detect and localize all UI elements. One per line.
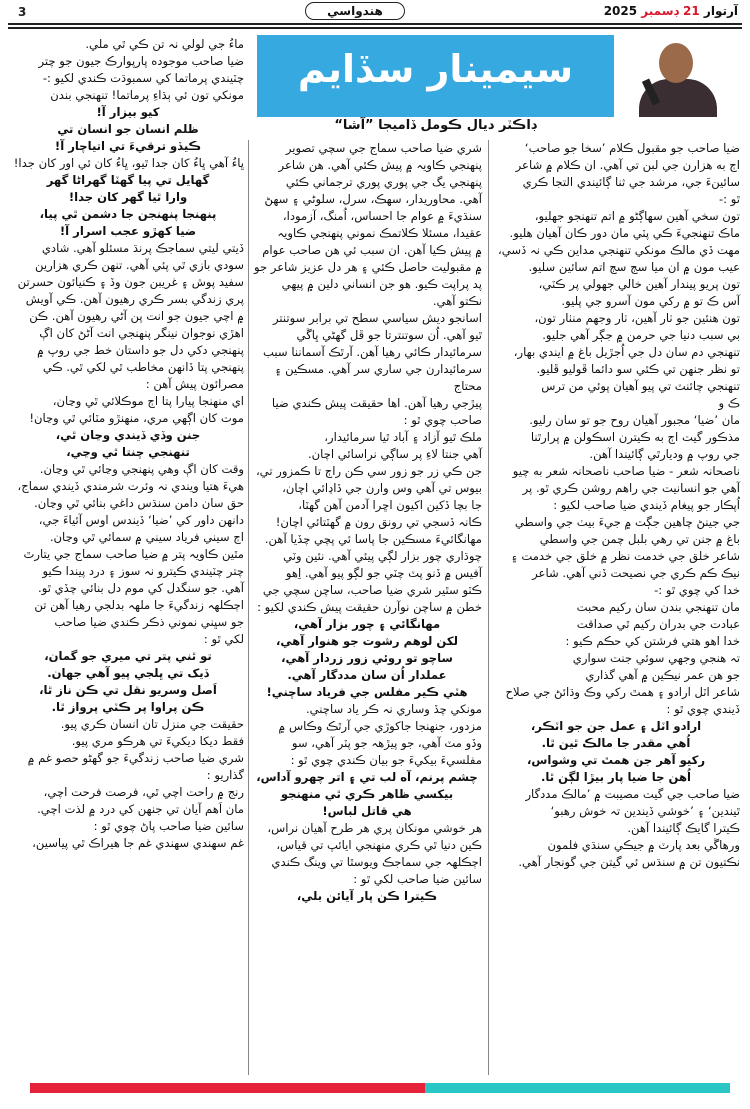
text-line: بي سبب دنيا جي حرمن ۾ جڳر آهي جليو. — [542, 328, 740, 342]
text-line: ڪٽو سٿير شري ضيا صاحب، ساچن سچي جي — [262, 583, 482, 597]
column-middle — [252, 140, 482, 905]
text-line: ماءُ جي لولي نہ تن ڪي ٿي ملي. — [85, 37, 244, 51]
text-line: آفيس ۾ ڏنو پٽ چٽي جو لڳو پيو آهي. اِهو — [285, 566, 482, 580]
text-line: ورهاڱي بعد پارٽ ۾ جيڪي سنڌي فلمون — [547, 838, 740, 852]
text-line: جن ڪي زر جو زور سي ڪن راڄ تا ڪمزور تي، — [255, 464, 482, 478]
text-line: اُهي مقدر جا مالڪ ٿين ٿا. — [541, 736, 691, 750]
column-divider-left — [248, 140, 249, 1075]
text-line: سائين ضيا صاحب لکي ٿو : — [353, 872, 482, 886]
text-line: ڪيترا ڪن پار آيائن بلي، — [296, 889, 438, 903]
text-line: پنهنجي ڪاويہ ۾ پيش ڪئي آهي. هن شاعر — [278, 158, 482, 172]
page-number: 3 — [18, 5, 27, 19]
text-line: مزدور، جنهنجا جاکوڙي جي آرٿڪ وڪاس ۾ — [278, 719, 482, 733]
text-line: مصرائون پيش آهن : — [145, 377, 244, 391]
text-line: سفيد پوش ۽ غريبن جون وڏ ۽ ڪنيائون حسرتن — [17, 275, 244, 289]
text-line: اهڙي نوجوان نينگر پنهنجي انت آڻڻ کان اڳ — [39, 326, 244, 340]
text-line: اُپڪار جو پيغام ڏيندي ضيا صاحب لکيو : — [553, 498, 740, 512]
text-line: ضيا صاحب جو مقبول ڪلام ’سخا جو صاحب‘ — [524, 141, 740, 155]
text-line: ڪين دنيا ٿي ڪري منهنجي ايائپ تي قياس، — [276, 838, 482, 852]
text-line: لکي ٿو : — [203, 632, 244, 646]
text-line: نڪتو آهي. — [432, 294, 482, 308]
text-line: تنهنجي چائنٽ تي پيو آهيان پوئي من ترس — [541, 379, 740, 393]
text-line: ڪانہ ڏسجي تي رونق رون ۾ گهٽتائي اچان! — [275, 515, 482, 529]
text-line: تو ٿني پتر تي ميري جو گمان، — [44, 649, 212, 663]
weekday: آرتوار — [703, 4, 738, 18]
text-line: نڪتيون تن ۾ سنڌس ئي گيتن جي گونجار آهي. — [518, 855, 740, 869]
text-line: سرمائيدار ڪائي رهيا آهن. آرٿڪ آسماننا سبب — [263, 345, 482, 359]
title-banner — [257, 35, 614, 117]
text-line: کيو بيزار آ! — [96, 105, 160, 119]
text-line: مهانگائيءَ مسڪين جا پاسا ئي پچي چڏيا آهن. — [264, 532, 482, 546]
text-line: پيڙجي رهيا آهن. اها حقيقت پيش ڪندي ضيا — [271, 396, 482, 410]
text-line: جو سڀني نموني ذڪر ڪندي ضيا صاحب — [54, 615, 244, 629]
text-line: ملڪ ٿيو آزاد ۽ آباد ٿيا سرمائيدار، — [324, 430, 482, 444]
text-line: سودي بازي ٿي پئي آهي. تنهن ڪري هزارين — [35, 258, 244, 272]
text-line: بيکسي ظاهر ڪري ٿي منهنجو — [280, 787, 454, 801]
text-line: پد پراپت ڪيو. هو جن انساني دلين ۾ پيهي — [281, 277, 482, 291]
text-line: مان ’ضيا‘ مجبور آهيان روح جو تو سان رليو. — [529, 413, 740, 427]
text-line: عملدار اُن سان مددگار آهي. — [287, 668, 447, 682]
text-line: مهت ڏي مالڪ مونکي تنهنجي مداين ڪي نہ ڏسي، — [498, 243, 740, 257]
text-line: سرمائيدارن جي ساري سر آهي. مسڪين ۽ محتاج — [274, 362, 482, 393]
text-line: وڏو مٽ آهي، جو پيڙهہ جو پٽر آهي، سو — [291, 736, 482, 750]
day-month: 21 ڊسمبر — [641, 4, 700, 18]
text-line: شري ضيا صاحب سماج جي سچي تصوير — [285, 141, 482, 155]
text-line: اڄ سيني فرياد سيني ۾ سمائي ٿي وڃان. — [49, 530, 244, 544]
text-line: تنهنجي دم سان دل جي اُجڙيل باغ ۾ ايندي بهار، — [513, 345, 740, 359]
text-line: ضيا صاحب موجوده پارپوارڪ جيون جو چتر — [38, 54, 244, 68]
text-line: ۾ مقبوليت حاصل ڪئي ۽ هر دل عزيز شاعر جو — [253, 260, 482, 274]
text-line: آهي جنتا لاءِ پر ساڳي نراسائي اچان. — [307, 447, 482, 461]
text-line: مذڪور گيت اڄ به ڪيترن اسڪولن ۾ پرارٿنا — [530, 430, 740, 444]
text-line: گهايل تي پيا گهٽا گهراڻا گهر — [46, 173, 210, 187]
text-line: مونکي تون ئي ٻڌاءِ پرماتما! تنهنجي بندن — [50, 88, 244, 102]
text-line: تون سخي آهين سهاڳڻو ۾ اتم تنهنجو جهليو، — [534, 209, 740, 223]
text-line: اڄڪلهہ زندگيءَ جا ملهہ بدلجي رهيا آهن تن — [34, 598, 244, 612]
text-line: آهي جو انسانيت جي راهم روشن ڪري ٿو. پر — [522, 481, 740, 495]
text-line: خدا اهو هتي فرشتن کي حڪم ڪيو : — [565, 634, 740, 648]
text-line: اڄ به هزارن جي لبن تي آهي. ان ڪلام ۾ شاعر — [515, 158, 740, 172]
text-line: خطن ۾ ساچن نوآرن حقيقت پيش ڪندي لکيو : — [257, 600, 482, 614]
author-photo — [617, 35, 742, 117]
article-title: سيمينار سڏايم — [297, 47, 574, 91]
text-line: آهي. جو سنگدل کي موم دل بنائي چڏي ٿو. — [38, 581, 244, 595]
text-line: اَصل وسريو نقل تي ڪن ناز ٿا، — [39, 683, 217, 697]
text-line: اسانجو ديش سياسي سطح تي برابر سوتنتر — [273, 311, 482, 325]
text-line: تنهنجي چنتا ٿي وڃي، — [66, 445, 190, 459]
text-line: مفلسيءَ بيکيءَ جو بيان ڪندي چوي ٿو : — [290, 753, 482, 767]
text-line: شاعر خلق جي خدمت نظر ۾ خلق جي خدمت ۽ — [510, 549, 740, 563]
photo-head-shape — [659, 43, 693, 83]
text-line: ظلم انسان جو انسان تي — [57, 122, 199, 136]
text-line: ۾ اچي جيون جو انت پن آڻي رهيون آهن. ڪن — [29, 309, 244, 323]
footer-bar-teal — [425, 1083, 730, 1093]
column-right — [492, 140, 740, 871]
text-line: پنهنجي يگ جي پوري پوري ترجماني ڪئي — [285, 175, 482, 189]
text-line: چوڌاري چور بزار لڳي پيئي آهي. نئين وٽي — [283, 549, 482, 563]
text-line: وقت کان اڳ وهي پنهنجي وڃائي ٿي وڃان. — [39, 462, 244, 476]
column-divider-right — [488, 140, 489, 1075]
text-line: ناصحانہ شعر - ضيا صاحب ناصحانہ شعر به چيو — [512, 464, 740, 478]
text-line: ڏيتي ليتي سماجڪ پرنڌ مسئلو آهي. شادي — [41, 241, 244, 255]
text-line: هٽي ڪير مفلس جي فرياد ساچني! — [266, 685, 468, 699]
text-line: هي قاتل لباس! — [322, 804, 412, 818]
year: 2025 — [603, 4, 638, 18]
text-line: وارا ٿيا گهر کان جدا! — [68, 190, 188, 204]
text-line: ۾ پيش ڪيا آهن. ان سبب ئي هن صاحب عوام — [262, 243, 482, 257]
text-line: جي روپ ۾ وديارٿي ڳائيندا آهن. — [589, 447, 740, 461]
text-line: آس ڪ تو ۾ رکي مون آسرو جي پليو. — [561, 294, 740, 308]
text-line: سنڌيءَ ۾ عوام جا احساس، اُمنگ، آزمودا، — [282, 209, 482, 223]
text-line: اي منهنجا پيارا پتا اڄ موڪلائي ٿي وڃان، — [52, 394, 244, 408]
text-line: عبادت جي بدران رکيم ٿي صداقت — [576, 617, 740, 631]
text-line: ماڪ تنهنجيءَ ڪي پٽي مان دور ڪان آهيان هليو. — [509, 226, 740, 240]
text-line: تون پريو پيندار آهين خالي جهولي پر ڪٽي، — [538, 277, 740, 291]
text-line: جي جينڻ چاهين جڳت ۾ جيءَ بيٺ جي واسطي — [514, 515, 740, 529]
text-line: ٿيندين‘ ۽ ’خوشي ڏيندين تہ خوش رهبو‘ — [550, 804, 740, 818]
text-line: ڏيندي چوي ٿو : — [666, 702, 740, 716]
text-line: بيوس تي آهي وس وارن جي ڏاڍائي اچان، — [282, 481, 482, 495]
text-line: آهي. محاوريدار، سهڪ، سرل، سلوڻي ۽ سهڻ — [264, 192, 482, 206]
text-line: ڪيڏو ترقيءَ تي اتياچار آ! — [54, 139, 202, 153]
text-line: ٿيو آهي. اُن سوتنترتا جو ڦل گهڻي ڀاڱي — [296, 328, 482, 342]
text-line: سائين ضيا صاحب پاڻ چوي ٿو : — [93, 819, 244, 833]
text-line: حق سان دامن سنڌس داغي بنائي ٿي وڃان. — [34, 496, 244, 510]
text-line: حقيقت جي منزل تان انسان ڪري پيو. — [60, 717, 244, 731]
text-line: تو نظر جنهن تي ڪئي سو دائما ڦوليو ڦليو. — [536, 362, 740, 376]
text-line: نيڪ ڪم ڪري جي نصيحت ڏني آهي. شاعر — [532, 566, 740, 580]
text-line: دانهن داور کي ’ضيا‘ ڏيندس اوس آئياءَ جي، — [38, 513, 244, 527]
text-line: تون هنئين جو ٺار آهين، ٺار وجهم منٺار تون، — [534, 311, 740, 325]
header-rule-top — [8, 23, 742, 25]
text-line: جو هن عمر نيڪين ۾ آهي گذاري — [585, 668, 740, 682]
text-line: مونکي چڏ وساري نہ ڪر ياد ساچني. — [305, 702, 482, 716]
text-line: هر خوشي مونکان پري هر طرح آهيان نراس، — [267, 821, 482, 835]
text-line: ڪيترا گايڪ ڳائيندا آهن. — [627, 821, 740, 835]
text-line: پري زندگي بسر ڪري رهيون آهن. ڪي آويش — [25, 292, 244, 306]
text-line: هيءَ هتيا ويندي نہ وئرت شرمندي ڏيندي سماج، — [17, 479, 244, 493]
text-line: اڄڪلهہ جي سماجڪ ويوسٿا تي وينگ ڪندي — [271, 855, 482, 869]
text-line: خدا کي چوي ٿو :- — [654, 583, 740, 597]
text-line: اُهن جا ضيا پار بيڙا لڳن ٿا. — [541, 770, 691, 784]
text-line: شري ضيا صاحب زندگيءَ جو گهڻو حصو غم ۾ — [27, 751, 244, 765]
page-header — [0, 0, 750, 22]
text-line: ڀاءُ آهي ڀاءُ کان جدا ٿيو، ڀاءُ کان ئي اور کان جدا! — [13, 156, 244, 170]
text-line: شاعر اٽل ارادو ۽ همٿ رکي وڪ وڌائڻ جي صلاح — [505, 685, 740, 699]
text-line: ڏيک تي ڀلجي پيو آهي جهان. — [47, 666, 209, 680]
footer-bar-red — [30, 1083, 425, 1093]
masthead-logo: هندواسي — [305, 2, 405, 20]
issue-date — [604, 4, 738, 18]
text-line: موت کان اڳهي مري، منهنڙو مٽائي ٿي وڃان! — [29, 411, 244, 425]
text-line: ڪن پراوا پر ڪٽي پرواز ٿا. — [51, 700, 205, 714]
text-line: پنهنجي پتا ڏانهن مخاطب ٿي لکي ٿي. ڪي — [42, 360, 244, 374]
text-line: لکن لوهم رشوت جو هنوار آهي، — [276, 634, 458, 648]
text-line: رکيو آهر جن همٿ تي وشواس، — [526, 753, 706, 767]
text-line: چٽيندي پرماتما کي سمبوڌت ڪندي لکيو :- — [42, 71, 244, 85]
text-line: باغ ۾ جنن تي رهي بلبل چمن جي واسطي — [539, 532, 740, 546]
text-line: سائينءَ جي، مرشد جي ثنا ڳائيندي التجا ڪري — [522, 175, 740, 189]
text-line: ضيا کهڙو عجب اسرار آ! — [59, 224, 197, 238]
text-line: گذاريو : — [206, 768, 244, 782]
text-line: ساچو تو روئي زور زردار آهي، — [281, 651, 453, 665]
article-author: ڊاڪٽر ديال ڪومل ڏاميجا ”آشا“ — [334, 118, 537, 133]
text-line: پنهنجا پنهنجن جا دشمن ٿي پيا، — [39, 207, 217, 221]
text-line: فقط ديکا ديکيءَ تي هرڪو مري پيو. — [71, 734, 244, 748]
text-line: عقيدا، مسئلا ڪلاتمڪ نموني پنهنجي ڪاويہ — [277, 226, 482, 240]
text-line: جا بچا ڏکين اکيون اڇرا آدمن آهن گهٽا، — [298, 498, 482, 512]
text-line: مان اَهم آيان تي جنهن کي درد ۾ لذت اچي. — [37, 802, 244, 816]
text-line: صاحب چوي ٿو : — [403, 413, 482, 427]
text-line: غم سهندي سهندي غم جا هيراڪ ٿي پياسين، — [32, 836, 244, 850]
text-line: رنج ۾ راحت اچي ٿي، فرصت فرحت اچي، — [43, 785, 244, 799]
text-line: ارادو اٽل ۽ عمل جن جو اٽڪر، — [530, 719, 702, 733]
text-line: ضيا صاحب جي گيت مصيبت ۾ ’مالڪ مددگار — [525, 787, 740, 801]
text-line: ڪ و — [718, 396, 740, 410]
text-line: پنهنجي دکي دل جو داستان خط جي روپ ۾ — [37, 343, 244, 357]
text-line: مٿين ڪاويہ پتر ۾ ضيا صاحب سماج جي يتارٿ — [23, 547, 244, 561]
text-line: چتر چٽيندي ڪيترو نہ سوز ۽ درد پيندا ڪيو — [42, 564, 244, 578]
column-left — [12, 36, 244, 852]
text-line: مان تنهنجي بندن سان رکيم محبت — [576, 600, 740, 614]
text-line: عيب مون ۾ ان ميا سڄ سڄ اتم سائين سليو. — [528, 260, 740, 274]
text-line: تہ هنجي وجهي سوئي جنت سواري — [572, 651, 740, 665]
text-line: ٿو :- — [719, 192, 740, 206]
text-line: مهانگائي ۽ چور بزار آهي، — [293, 617, 441, 631]
header-rule-bottom — [8, 27, 742, 29]
text-line: جنن وڏي ڏيندي وڃان ٿي، — [55, 428, 201, 442]
text-line: چشم پرنم، آه لب تي ۽ اتر چهرو آداس، — [256, 770, 478, 784]
